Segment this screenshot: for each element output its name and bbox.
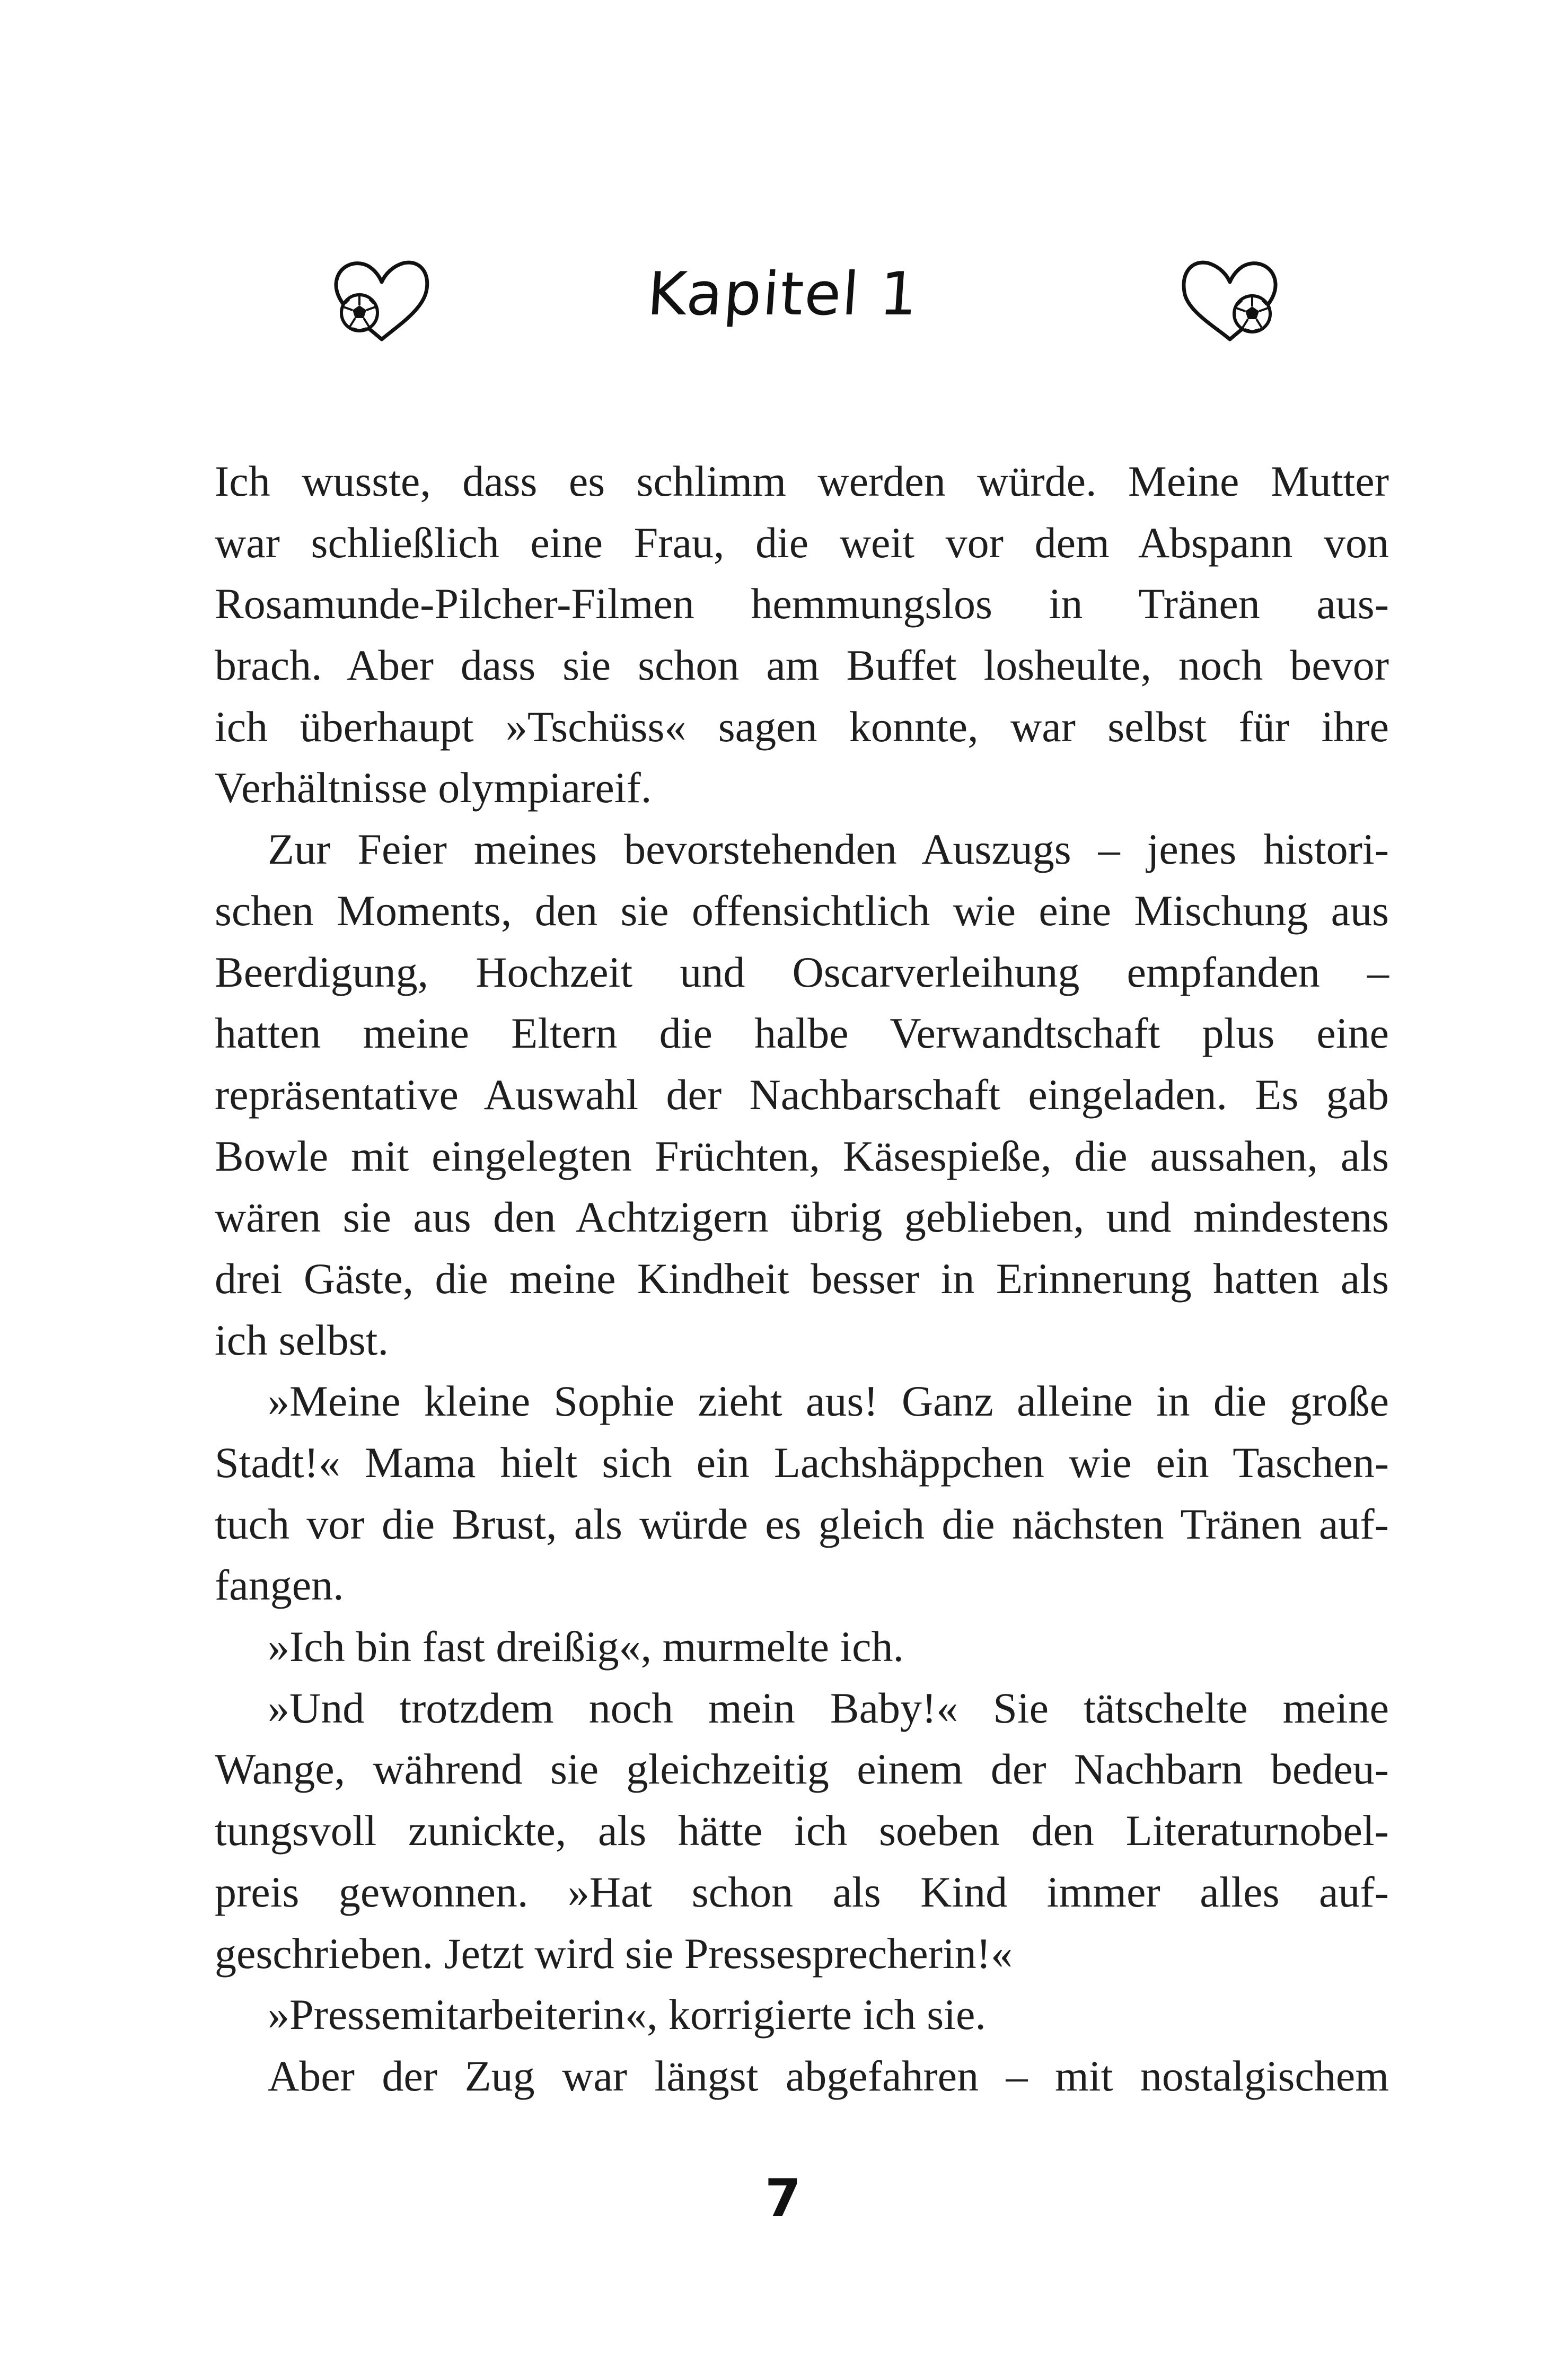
text-line: »Meine kleine Sophie zieht aus! Ganz alleine in die große bbox=[268, 1377, 1389, 1426]
text-line: fangen. bbox=[215, 1561, 344, 1610]
text-line: ich selbst. bbox=[215, 1315, 389, 1364]
text-line: Verhältnisse olympiareif. bbox=[215, 763, 652, 812]
text-line: Beerdigung, Hochzeit und Oscarverleihung empfanden – bbox=[215, 947, 1389, 996]
text-line: wären sie aus den Achtzigern übrig geblieben, und mindestens bbox=[215, 1193, 1389, 1242]
text-line: brach. Aber dass sie schon am Buffet losheulte, noch bevor bbox=[215, 641, 1389, 690]
text-line: »Pressemitarbeiterin«, korrigierte ich sie. bbox=[268, 1990, 986, 2039]
text-line: »Und trotzdem noch mein Baby!« Sie tätschelte meine bbox=[268, 1683, 1389, 1732]
text-line: Bowle mit eingelegten Früchten, Käsespieße, die aussahen, als bbox=[215, 1131, 1389, 1180]
text-line: Rosamunde-Pilcher-Filmen hemmungslos in Tränen aus- bbox=[215, 579, 1389, 628]
text-line: repräsentative Auswahl der Nachbarschaft eingeladen. Es gab bbox=[215, 1070, 1389, 1119]
text-line: Stadt!« Mama hielt sich ein Lachshäppchen wie ein Taschen- bbox=[215, 1438, 1389, 1487]
text-line: tungsvoll zunickte, als hätte ich soeben den Literaturnobel- bbox=[215, 1806, 1389, 1855]
text-line: schen Moments, den sie offensichtlich wie eine Mischung aus bbox=[215, 886, 1389, 935]
chapter-title: Kapitel 1 bbox=[645, 260, 921, 329]
heart-soccer-ball-icon bbox=[1177, 254, 1283, 345]
chapter-body-text bbox=[215, 451, 1389, 2107]
text-line: Aber der Zug war längst abgefahren – mit nostalgischem bbox=[268, 2051, 1389, 2100]
page-number: 7 bbox=[764, 2168, 802, 2229]
text-line: »Ich bin fast dreißig«, murmelte ich. bbox=[268, 1622, 904, 1671]
text-line: ich überhaupt »Tschüss« sagen konnte, war selbst für ihre bbox=[215, 702, 1389, 751]
text-line: Zur Feier meines bevorstehenden Auszugs – jenes histori- bbox=[268, 825, 1389, 874]
text-line: Ich wusste, dass es schlimm werden würde. Meine Mutter bbox=[215, 457, 1389, 505]
text-line: geschrieben. Jetzt wird sie Pressesprecherin!« bbox=[215, 1929, 1013, 1978]
text-line: preis gewonnen. »Hat schon als Kind immer alles auf- bbox=[215, 1867, 1389, 1916]
text-line: war schließlich eine Frau, die weit vor dem Abspann von bbox=[215, 518, 1389, 567]
chapter-header bbox=[0, 249, 1566, 366]
text-line: hatten meine Eltern die halbe Verwandtschaft plus eine bbox=[215, 1009, 1389, 1058]
text-line: tuch vor die Brust, als würde es gleich die nächsten Tränen auf- bbox=[215, 1499, 1389, 1548]
text-line: drei Gäste, die meine Kindheit besser in Erinnerung hatten als bbox=[215, 1254, 1389, 1303]
text-line: Wange, während sie gleichzeitig einem der Nachbarn bedeu- bbox=[215, 1745, 1389, 1794]
